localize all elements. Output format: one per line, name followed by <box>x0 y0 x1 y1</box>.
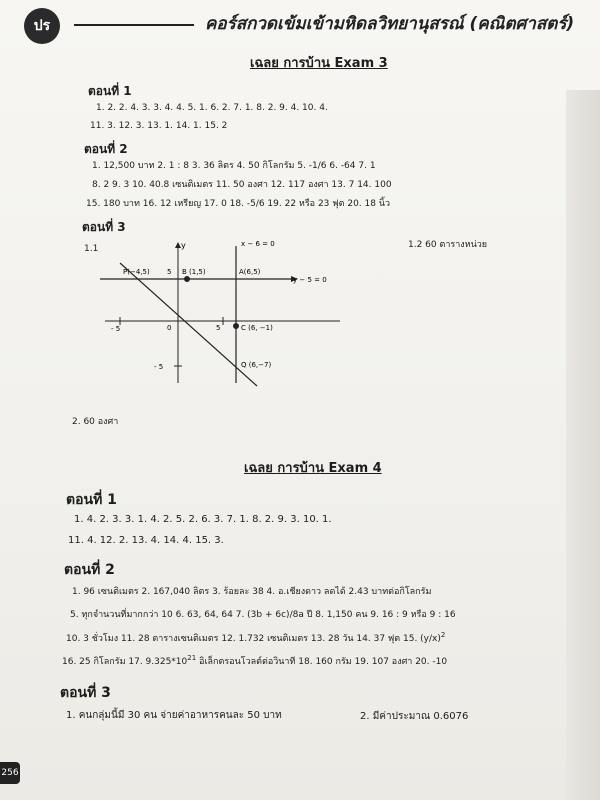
exam3-part2-line3: 15. 180 บาท 16. 12 เหรียญ 17. 0 18. -5/6 19. 22 หรือ 23 ฟุต 20. 18 นิ้ว <box>86 199 391 209</box>
exam4-part3-q1: 1. คนกลุ่มนี้มี 30 คน จ่ายค่าอาหารคนละ 50 บาท <box>66 710 282 721</box>
label-eq-y: y − 5 = 0 <box>293 276 327 284</box>
exam3-q2: 2. 60 องศา <box>72 417 119 427</box>
exam3-part2-line2: 8. 2 9. 3 10. 40.8 เซนติเมตร 11. 50 องศา 12. 117 องศา 13. 7 14. 100 <box>92 180 392 190</box>
exam3-part2-line1: 1. 12,500 บาท 2. 1 : 8 3. 36 ลิตร 4. 50 กิโลกรัม 5. -1/6 6. -64 7. 1 <box>92 161 376 171</box>
label-eq-x: x − 6 = 0 <box>241 240 275 248</box>
exam4-part2-line1: 1. 96 เซนติเมตร 2. 167,040 ลิตร 3. ร้อยละ 38 4. อ.เชียงดาว ลดได้ 2.43 บาทต่อกิโลกรัม <box>72 587 432 597</box>
exam4-part1-line2: 11. 4. 12. 2. 13. 4. 14. 4. 15. 3. <box>68 535 224 546</box>
label-tick-5-x: 5 <box>216 324 221 332</box>
exam4-part3-q2: 2. มีค่าประมาณ 0.6076 <box>360 711 469 722</box>
header <box>0 0 600 48</box>
exam4-part2-line3-sup: 2 <box>440 631 446 639</box>
exam4-part2-line4 <box>62 654 447 668</box>
label-tick-neg5-y: - 5 <box>154 363 164 371</box>
exam4-part2-line3 <box>66 631 445 645</box>
page-number: 256 <box>0 762 20 784</box>
label-tick-neg5-x: - 5 <box>111 325 121 333</box>
exam4-part1-heading: ตอนที่ 1 <box>66 492 117 508</box>
exam4-part2-heading: ตอนที่ 2 <box>64 562 115 578</box>
label-origin: 0 <box>167 324 172 332</box>
exam4-part2-line4-sup: 21 <box>187 654 197 662</box>
exam3-part3-heading: ตอนที่ 3 <box>82 220 126 234</box>
exam3-part2-heading: ตอนที่ 2 <box>84 142 128 156</box>
label-point-p: P(−4,5) <box>123 268 150 276</box>
header-title: คอร์สกวดเข้มเข้ามหิดลวิทยานุสรณ์ (คณิตศาสตร์) <box>205 14 575 34</box>
exam4-part2-line4b: อิเล็กตรอนโวลต์ต่อวินาที 18. 160 กรัม 19. 107 องศา 20. -10 <box>196 657 448 667</box>
label-point-q: Q (6,−7) <box>241 361 272 369</box>
label-point-b: B (1,5) <box>182 268 206 276</box>
exam4-part2-line2: 5. ทุกจำนวนที่มากกว่า 10 6. 63, 64, 64 7. (3b + 6c)/8a ปี 8. 1,150 คน 9. 16 : 9 หรือ 9 : 16 <box>70 610 456 620</box>
logo: ปร <box>24 8 60 44</box>
exam4-part2-line3-text: 10. 3 ชั่วโมง 11. 28 ตารางเซนติเมตร 12. 1.732 เซนติเมตร 13. 28 วัน 14. 37 ฟุต 15. (y/x) <box>66 634 441 644</box>
exam3-title: เฉลย การบ้าน Exam 3 <box>250 56 388 71</box>
exam3-part1-heading: ตอนที่ 1 <box>88 84 132 98</box>
label-point-c: C (6, −1) <box>241 324 273 332</box>
exam4-part3-heading: ตอนที่ 3 <box>60 685 111 701</box>
point-c-marker <box>233 323 239 329</box>
exam3-part1-line1: 1. 2. 2. 4. 3. 3. 4. 4. 5. 1. 6. 2. 7. 1. 8. 2. 9. 4. 10. 4. <box>96 103 328 113</box>
point-b-marker <box>184 276 190 282</box>
header-rule <box>74 24 194 26</box>
coordinate-graph <box>95 238 345 388</box>
exam4-part1-line1: 1. 4. 2. 3. 3. 1. 4. 2. 5. 2. 6. 3. 7. 1. 8. 2. 9. 3. 10. 1. <box>74 514 332 525</box>
exam3-q1-2: 1.2 60 ตารางหน่วย <box>408 240 488 250</box>
exam3-q1-label: 1.1 <box>84 244 99 254</box>
label-point-a: A(6,5) <box>239 268 261 276</box>
page-edge <box>566 90 600 800</box>
label-axis-y: y <box>181 241 186 250</box>
exam3-part1-line2: 11. 3. 12. 3. 13. 1. 14. 1. 15. 2 <box>90 121 228 131</box>
exam4-part2-line4a: 16. 25 กิโลกรัม 17. 9.325*10 <box>62 657 188 667</box>
exam4-title: เฉลย การบ้าน Exam 4 <box>244 461 382 476</box>
label-tick-5: 5 <box>167 268 172 276</box>
